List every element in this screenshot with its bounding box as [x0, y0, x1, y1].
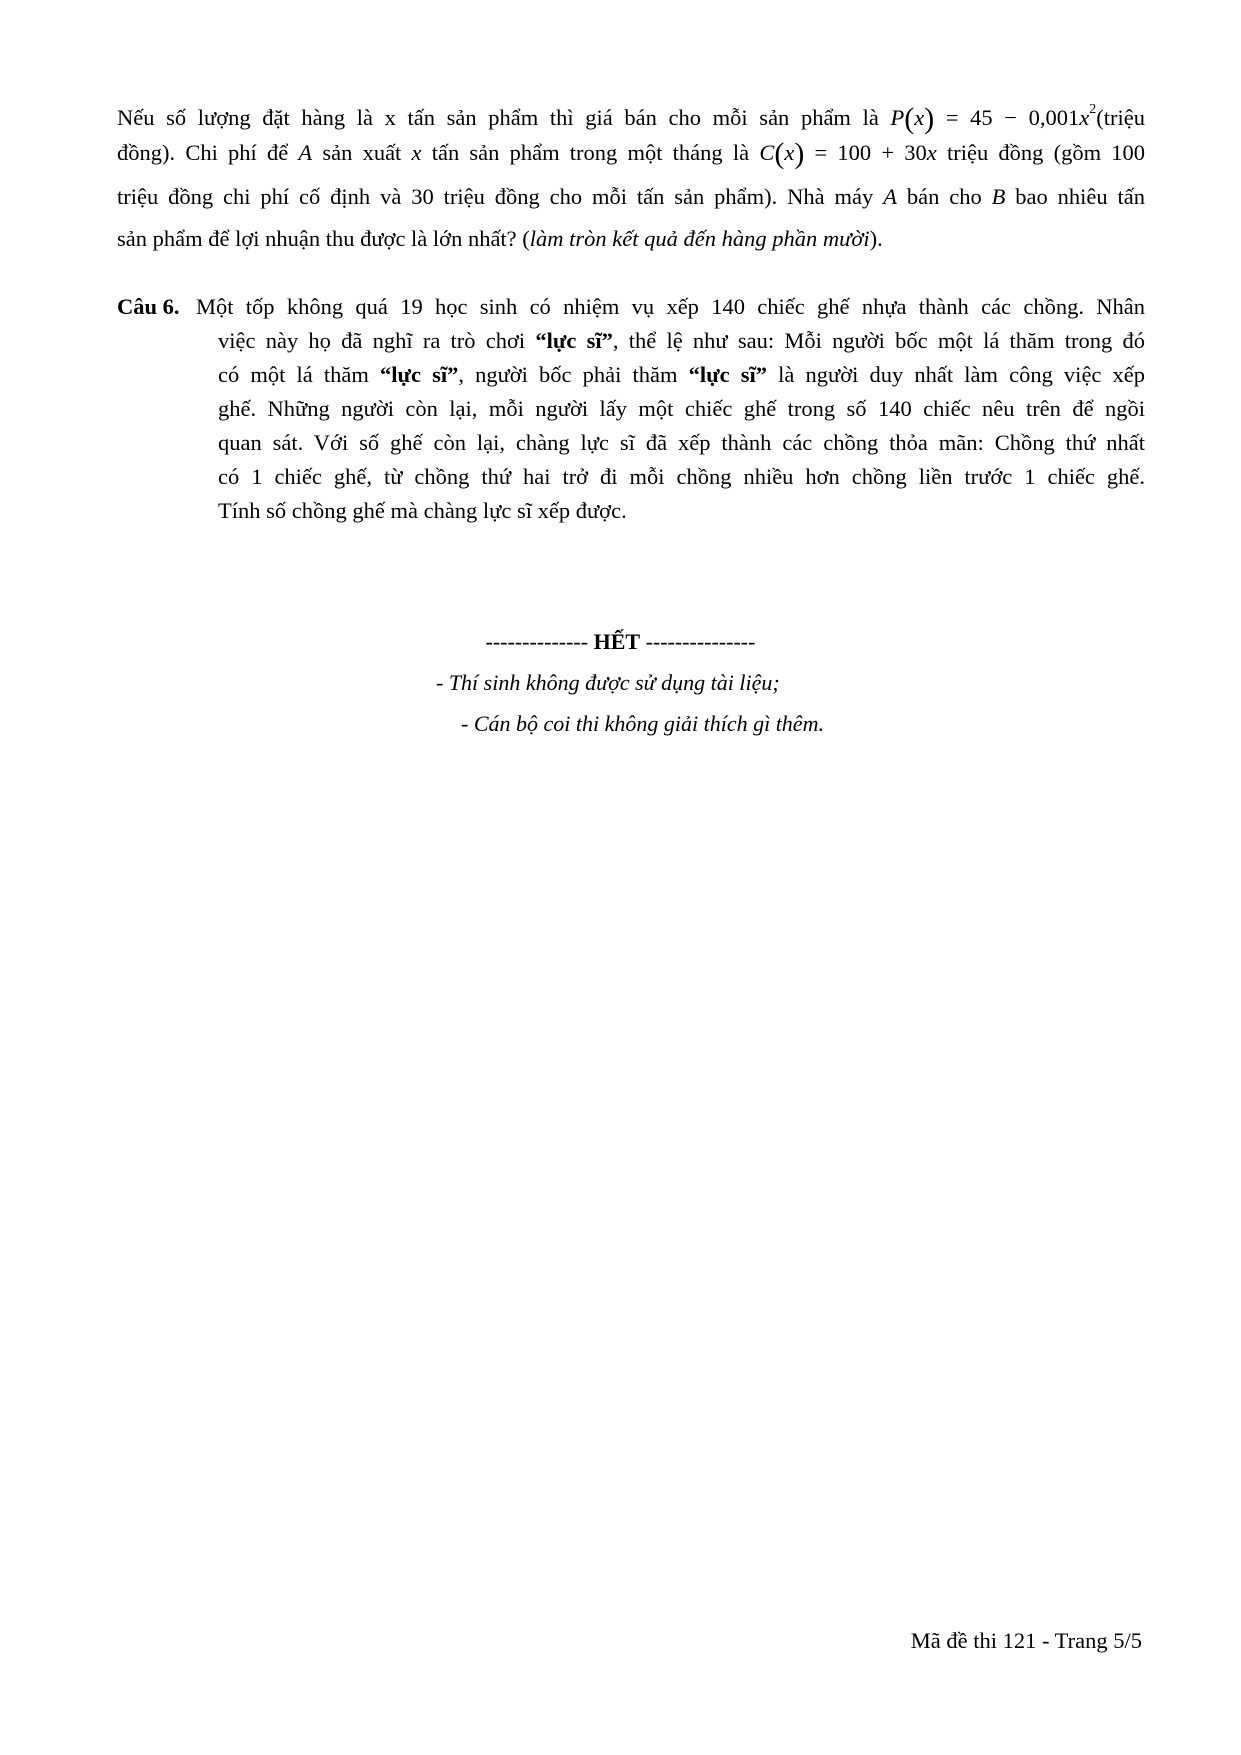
formula-cost: C(x) = 100 + 30x [759, 137, 937, 170]
q6-line-4: ghế. Những người còn lại, mỗi người lấy một chiếc ghế trong số 140 chiếc nêu trên để ngồi [218, 396, 1145, 421]
page-footer: Mã đề thi 121 - Trang 5/5 [910, 1628, 1142, 1653]
question-label: Câu 6. [117, 294, 180, 319]
q5-text: Nếu số lượng đặt hàng là x tấn sản phẩm thì giá bán cho mỗi sản phẩm là [117, 105, 879, 130]
q5-line-4: sản phẩm để lợi nhuận thu được là lớn nhất? (làm tròn kết quả đến hàng phần mười). [117, 226, 883, 251]
q6-line-6: có 1 chiếc ghế, từ chồng thứ hai trở đi mỗi chồng nhiều hơn chồng liền trước 1 chiếc ghế. [218, 464, 1145, 489]
note-no-explanation: - Cán bộ coi thi không giải thích gì thêm. [461, 711, 824, 736]
q6-line-2: việc này họ đã nghĩ ra trò chơi “lực sĩ”, thể lệ như sau: Mỗi người bốc một lá thăm trong đó [218, 328, 1146, 353]
q6-line-1: Một tốp không quá 19 học sinh có nhiệm vụ xếp 140 chiếc ghế nhựa thành các chồng. Nhân [196, 294, 1145, 319]
formula-price: $P(x) = 45 - 0,001x^2$ [890, 102, 1097, 135]
q5-line-2: đồng). Chi phí để A sản xuất x tấn sản phẩm trong một tháng là C(x) = 100 + 30x triệu đồng (gồm 100 [117, 137, 1146, 170]
note-no-materials: - Thí sinh không được sử dụng tài liệu; [436, 670, 780, 695]
q6-line-5: quan sát. Với số ghế còn lại, chàng lực sĩ đã xếp thành các chồng thỏa mãn: Chồng thứ nhất [218, 430, 1145, 455]
end-marker: -------------- HẾT --------------- [485, 629, 756, 654]
q5-text: (triệu [1096, 105, 1145, 130]
q6-line-3: có một lá thăm “lực sĩ”, người bốc phải thăm “lực sĩ” là người duy nhất làm công việc xếp [218, 362, 1146, 387]
q6-line-7: Tính số chồng ghế mà chàng lực sĩ xếp được. [218, 498, 627, 523]
q5-line-3: triệu đồng chi phí cố định và 30 triệu đồng cho mỗi tấn sản phẩm). Nhà máy A bán cho B bao nhiêu tấn [117, 184, 1146, 209]
